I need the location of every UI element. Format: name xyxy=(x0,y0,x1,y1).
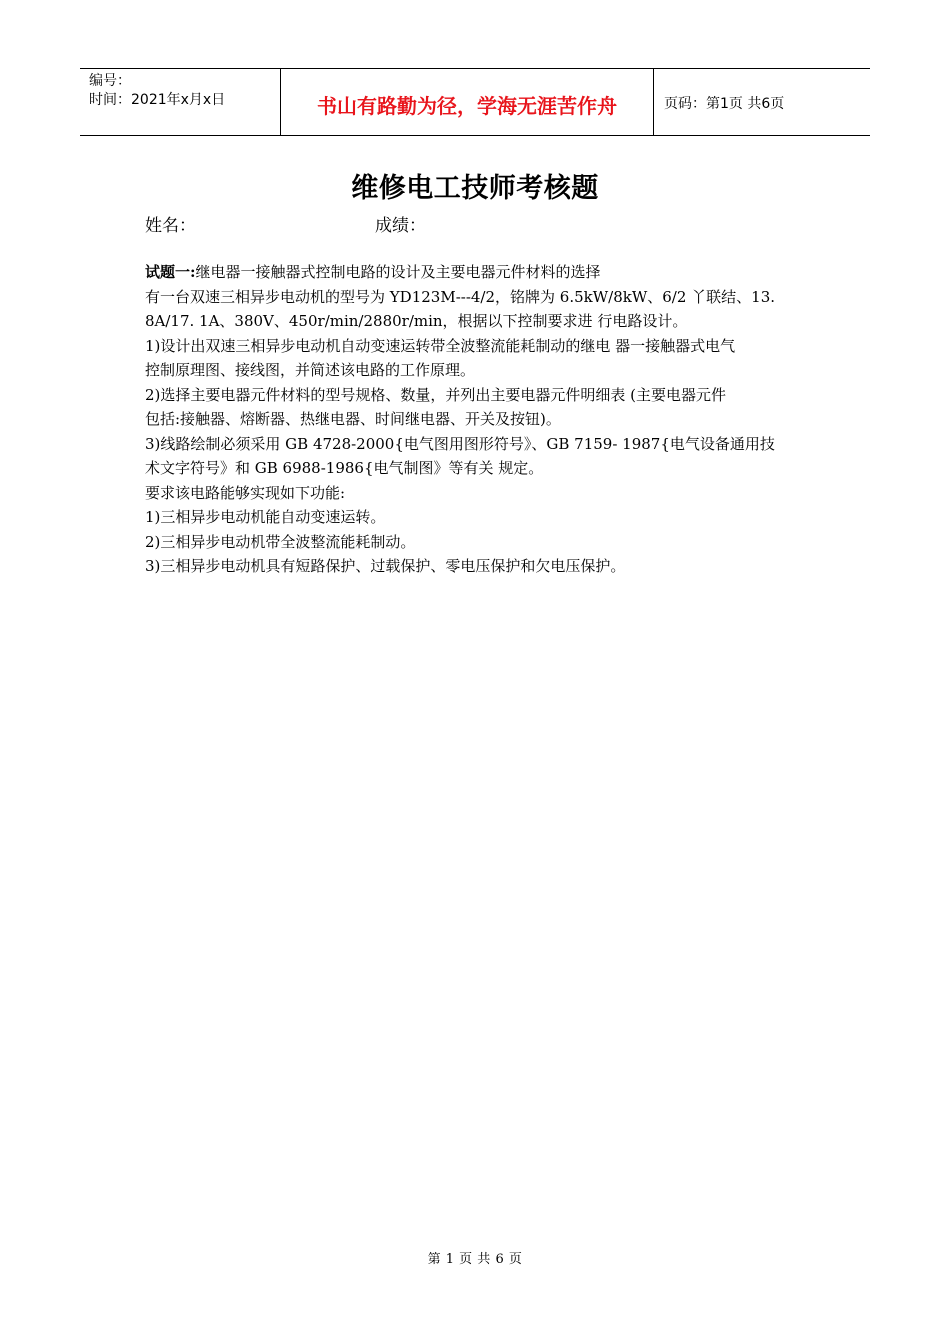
date-label: 时间：2021年x月x日 xyxy=(89,92,226,108)
body-line: 1)设计出双速三相异步电动机自动变速运转带全波整流能耗制动的继电 器一接触器式电气 xyxy=(145,336,736,355)
body-line: 8A/17. 1A、380V、450r/min/2880r/min，根据以下控制要求进 行电路设计。 xyxy=(145,312,688,330)
serial-number-label: 编号： xyxy=(89,73,131,89)
header-page-info: 页码：第1页 共6页 xyxy=(664,95,785,112)
header-motto: 书山有路勤为径，学海无涯苦作舟 xyxy=(281,69,654,135)
body-line: 1)三相异步电动机能自动变速运转。 xyxy=(145,508,386,526)
question-body xyxy=(145,260,810,579)
body-line: 2)选择主要电器元件材料的型号规格、数量，并列出主要电器元件明细表 (主要电器元件 xyxy=(145,385,727,404)
page-header xyxy=(80,68,870,136)
body-line: 术文字符号》和 GB 6988-1986{电气制图》等有关 规定。 xyxy=(145,459,544,477)
question-title: 继电器一接触器式控制电路的设计及主要电器元件材料的选择 xyxy=(195,263,601,281)
document-title: 维修电工技师考核题 xyxy=(351,173,599,204)
body-line: 3)线路绘制必须采用 GB 4728-2000{电气图用图形符号》、GB 7159- 1987{电气设备通用技 xyxy=(145,434,775,453)
body-line: 有一台双速三相异步电动机的型号为 YD123M---4/2，铭牌为 6.5kW/8kW、6/2 丫联结、13. xyxy=(145,287,776,306)
body-line: 要求该电路能够实现如下功能: xyxy=(145,483,346,502)
score-label: 成绩： xyxy=(375,216,426,236)
body-line: 包括:接触器、熔断器、热继电器、时间继电器、开关及按钮)。 xyxy=(145,410,561,428)
body-line: 2)三相异步电动机带全波整流能耗制动。 xyxy=(145,532,416,551)
body-line: 3)三相异步电动机具有短路保护、过载保护、零电压保护和欠电压保护。 xyxy=(145,557,626,575)
name-label: 姓名： xyxy=(145,216,196,236)
body-line: 控制原理图、接线图，并简述该电路的工作原理。 xyxy=(145,361,476,379)
question-label: 试题一: xyxy=(145,263,196,281)
page-footer: 第 1 页 共 6 页 xyxy=(427,1252,523,1267)
question-heading xyxy=(145,260,810,285)
header-meta xyxy=(80,69,281,135)
